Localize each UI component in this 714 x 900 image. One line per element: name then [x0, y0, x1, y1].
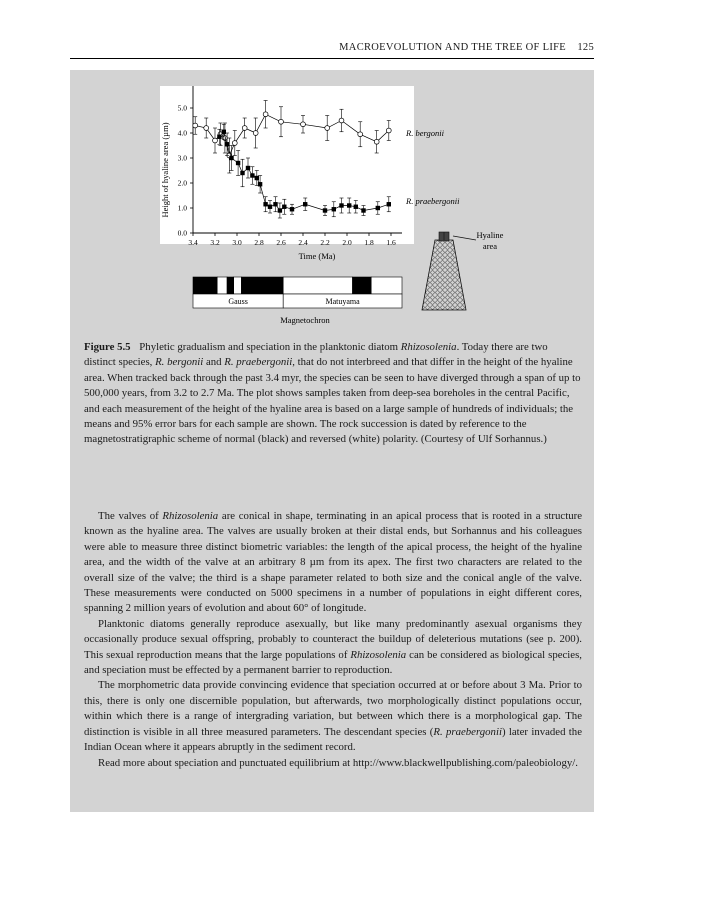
data-point: [354, 205, 358, 209]
data-point: [332, 207, 336, 211]
x-tick-label: 2.6: [276, 238, 286, 247]
polarity-normal: [241, 277, 283, 294]
data-point: [253, 131, 258, 136]
body-paragraph: [84, 678, 582, 755]
data-point: [339, 118, 344, 123]
paragraph-run: Rhizosolenia: [350, 648, 407, 661]
data-point: [301, 122, 306, 127]
data-point: [193, 123, 198, 128]
data-point: [290, 207, 294, 211]
data-point: [263, 112, 268, 117]
epoch-label: Gauss: [228, 297, 248, 306]
caption-run: Phyletic gradualism and speciation in the planktonic diatom: [139, 341, 401, 353]
polarity-reversed: [371, 277, 402, 294]
y-tick-label: 1.0: [177, 203, 187, 213]
data-point: [217, 135, 221, 139]
hyaline-label-2: area: [482, 241, 498, 251]
hyaline-pointer-line: [453, 236, 476, 240]
data-point: [282, 205, 286, 209]
page-number: 125: [577, 42, 594, 53]
x-tick-label: 2.4: [298, 238, 308, 247]
y-tick-label: 0.0: [177, 228, 187, 238]
y-tick-label: 5.0: [177, 103, 187, 113]
paragraph-run: The morphometric data provide convincing evidence that speciation occurred at or before about 3 Ma. Prior to this, there is only one discernible population, but afterwards, two morphologically distinct populations occur, within which there is a range of intergrading variation, but between which there is a morphological gap. The distinction is visible in all three measured parameters. The descendant species (: [84, 679, 582, 738]
figure-caption: [84, 340, 582, 448]
data-point: [323, 208, 327, 212]
magnetochron-bar: [193, 277, 402, 308]
polarity-reversed: [234, 277, 242, 294]
body-paragraph: [84, 756, 582, 771]
running-head: [70, 40, 594, 59]
epoch-label: Matuyama: [325, 297, 360, 306]
caption-text: [84, 341, 581, 445]
data-point: [358, 132, 363, 137]
x-axis-label: Time (Ma): [298, 251, 336, 261]
hyaline-label: Hyaline: [476, 230, 504, 240]
data-point: [255, 176, 259, 180]
data-point: [303, 202, 307, 206]
legend-praebergonii: R. praebergonii: [406, 196, 460, 206]
polarity-normal: [353, 277, 372, 294]
body-paragraph: [84, 509, 582, 617]
data-point: [278, 208, 282, 212]
data-point: [387, 202, 391, 206]
running-title: MACROEVOLUTION AND THE TREE OF LIFE: [339, 42, 566, 53]
data-point: [361, 208, 365, 212]
paragraph-run: Planktonic diatoms generally reproduce asexually, but like many predominantly asexual organisms they occasionally produce sexual offspring, probably to counteract the buildup of deleterious mutations (see p. 200). This sexual reproduction means that the large populations of: [84, 617, 582, 661]
x-tick-label: 3.2: [210, 238, 220, 247]
x-tick-label: 3.0: [232, 238, 242, 247]
data-point: [246, 166, 250, 170]
y-tick-label: 2.0: [177, 178, 187, 188]
legend-bergonii: R. bergonii: [406, 128, 444, 138]
data-point: [268, 205, 272, 209]
data-point: [242, 126, 247, 131]
x-tick-label: 2.0: [342, 238, 352, 247]
caption-run: . Today there are two distinct species,: [84, 341, 548, 369]
paragraph-run: Rhizosolenia: [162, 510, 219, 522]
magnetochron-title: Magnetochron: [280, 315, 330, 325]
data-point: [347, 203, 351, 207]
data-point: [339, 203, 343, 207]
figure-graphic: [70, 70, 594, 330]
caption-run: , that do not interbreed and that differ in the height of the hyaline area. When tracked back through the past 3.4 myr, the species can be seen to have diverged through a span of up to 500,000 years, from 3.2 to 2.7 Ma. The plot shows samples taken from deep-sea boreholes in the central Pacific, and each measurement of the height of the hyaline area is based on a large sample of hundreds of individuals; the means and 95% error bars for each sample are shown. The rock succession is dated by reference to the magnetostratigraphic scheme of normal (black) and reversed (white) polarity. (Courtesy of Ulf Sorhannus.): [84, 356, 581, 446]
x-tick-label: 3.4: [188, 238, 198, 247]
body-text: [84, 509, 582, 771]
polarity-normal: [227, 277, 234, 294]
data-point: [232, 141, 237, 146]
data-point: [376, 206, 380, 210]
data-point: [374, 139, 379, 144]
x-tick-label: 2.2: [320, 238, 330, 247]
x-tick-label: 1.8: [364, 238, 374, 247]
data-point: [325, 126, 330, 131]
polarity-reversed: [283, 277, 352, 294]
data-point: [273, 202, 277, 206]
x-tick-label: 2.8: [254, 238, 264, 247]
y-axis-label: Height of hyaline area (µm): [160, 122, 170, 218]
data-point: [258, 182, 262, 186]
paragraph-run: are conical in shape, terminating in an apical process that is rooted in a structure known as the hyaline area. The valves are usually broken at their distal ends, but Sorhannus and his colleagues were able to measure three distinct biometric variables: the length of the apical process, the height of the hyaline area, and the width of the valve at an arbitrary 8 µm from its apex. The first two characters are related to the overall size of the valve; the third is a shape parameter related to both size and the conical angle of the valve. These measurements were conducted on 5000 specimens in a number of populations in eight different cores, spanning 2 million years of evolution and about 60° of longitude.: [84, 510, 582, 615]
caption-run: and: [203, 356, 225, 369]
paragraph-run: R. praebergonii: [433, 725, 502, 738]
plot-background: [160, 86, 414, 244]
data-point: [279, 119, 284, 124]
data-point: [250, 173, 254, 177]
y-tick-label: 3.0: [177, 153, 187, 163]
diatom-valve-illustration: [422, 232, 476, 310]
data-point: [263, 202, 267, 206]
data-point: [204, 126, 209, 131]
paragraph-run: Read more about speciation and punctuated equilibrium at http://www.blackwellpublishing.com/paleobiology/.: [98, 756, 578, 769]
data-point: [213, 138, 218, 143]
data-point: [386, 128, 391, 133]
data-point: [236, 161, 240, 165]
caption-run: Rhizosolenia: [400, 341, 457, 353]
paragraph-run: The valves of: [98, 510, 163, 522]
body-paragraph: [84, 617, 582, 679]
x-tick-label: 1.6: [386, 238, 396, 247]
y-tick-label: 4.0: [177, 128, 187, 138]
polarity-reversed: [217, 277, 227, 294]
figure-label: Figure 5.5: [84, 341, 131, 353]
caption-run: R. bergonii: [155, 356, 204, 369]
caption-run: R. praebergonii: [224, 356, 293, 369]
paragraph-run: ) later invaded the Indian Ocean where it appears abruptly in the sediment record.: [84, 725, 582, 754]
data-point: [229, 156, 233, 160]
polarity-normal: [193, 277, 217, 294]
data-point: [240, 171, 244, 175]
paragraph-run: can be considered as biological species, and speciation must be effected by a permanent barrier to reproduction.: [84, 648, 582, 677]
data-point: [225, 142, 229, 146]
